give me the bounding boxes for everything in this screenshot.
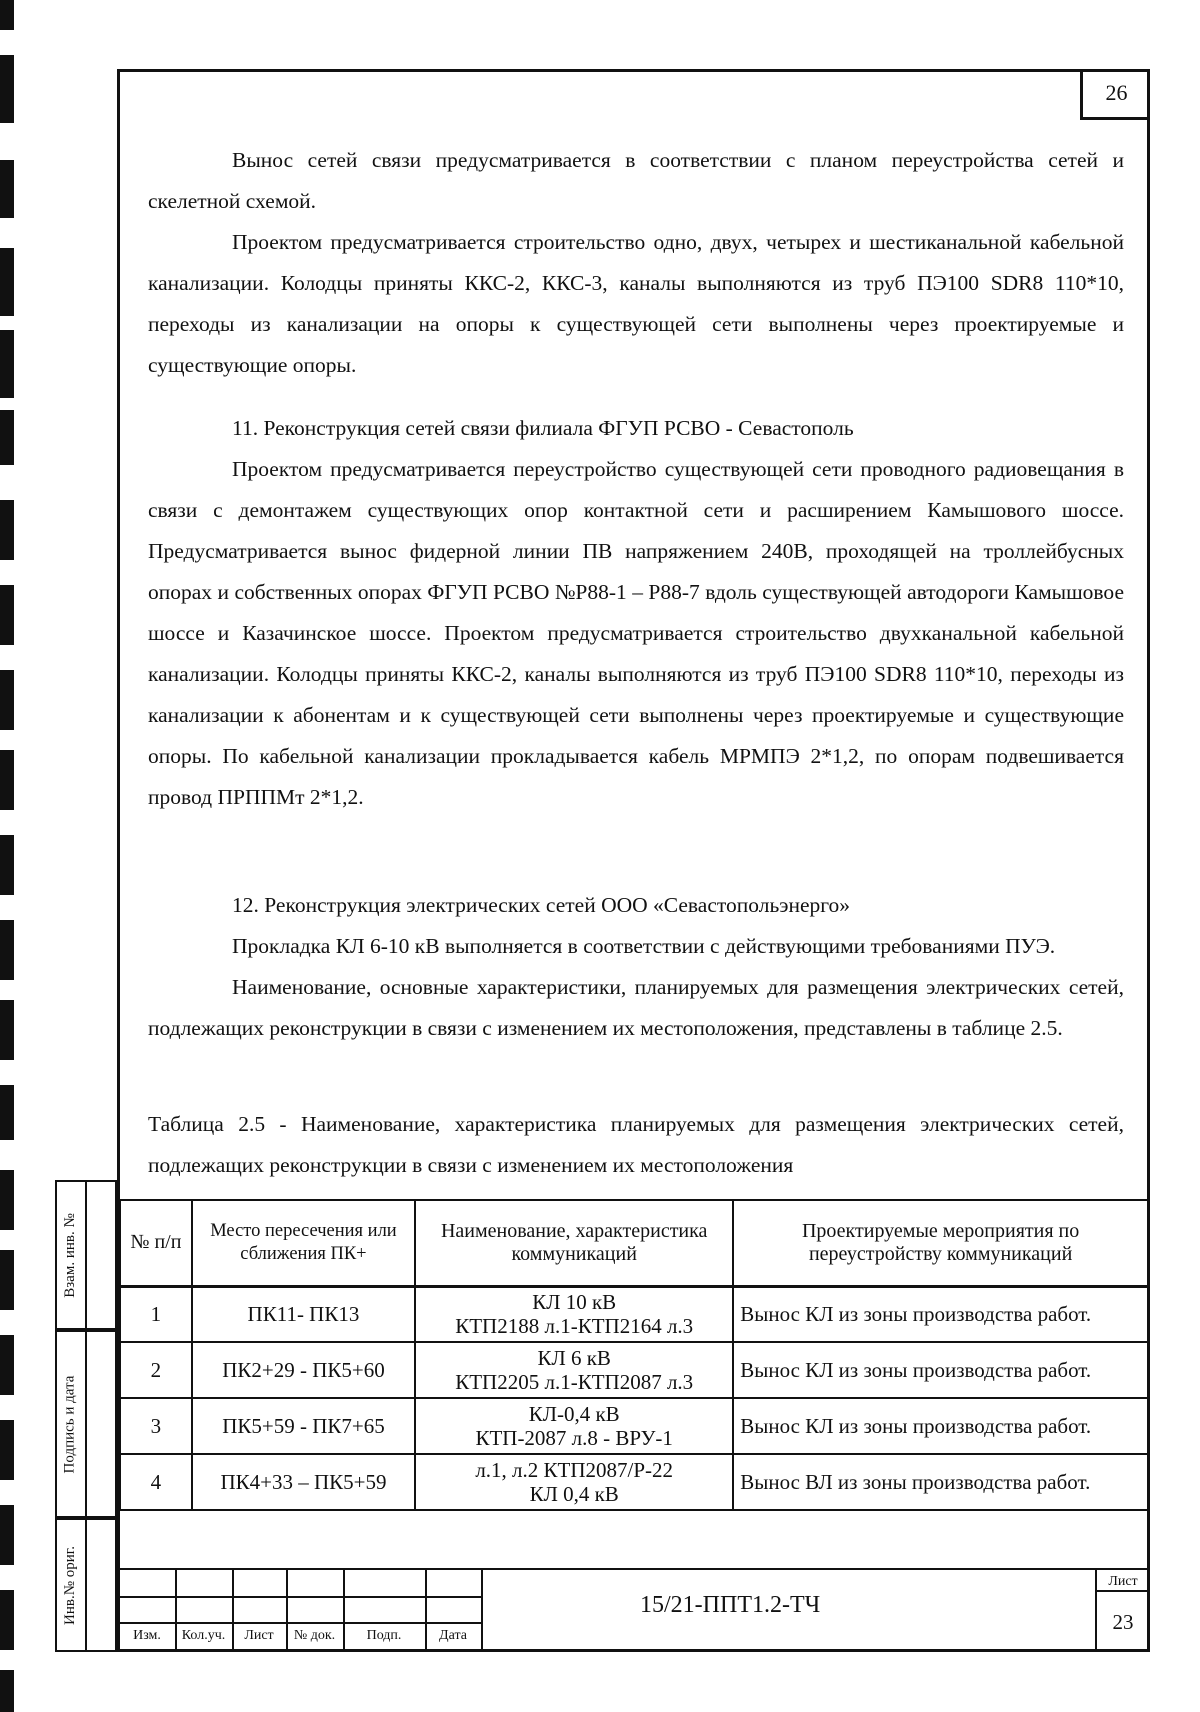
header-num: № п/п [120, 1200, 192, 1286]
paragraph: Прокладка КЛ 6-10 кВ выполняется в соответствии с действующими требованиями ПУЭ. [232, 934, 1056, 958]
section-heading-11: 11. Реконструкция сетей связи филиала ФГУП РСВО - Севастополь [232, 416, 854, 440]
paragraph: Проектом предусматривается строительство одно, двух, четырех и шестиканальной кабельной канализации. Колодцы приняты ККС-2, ККС-3, каналы выполняются из труб ПЭ100 SDR8 110*10, переходы из канализации на опоры к существующей сети выполнены через проектируемые и существующие опоры. [148, 230, 1124, 377]
cell-name-line1: л.1, л.2 КТП2087/Р-22 [475, 1458, 674, 1482]
cell-name-line1: КЛ 10 кВ [532, 1290, 617, 1315]
cell-place: ПК4+33 – ПК5+59 [192, 1454, 415, 1510]
side-label-vzam-text: Взам. инв. № [61, 1212, 78, 1298]
table-2-5 [119, 1199, 1149, 1511]
side-label-inv-text: Инв.№ ориг. [61, 1545, 78, 1625]
cell-num: 4 [120, 1454, 192, 1510]
cell-action: Вынос ВЛ из зоны производства работ. [733, 1454, 1148, 1510]
cell-place: ПК2+29 - ПК5+60 [192, 1342, 415, 1398]
stamp-ndok: № док. [293, 1628, 336, 1643]
table-caption: Таблица 2.5 - Наименование, характеристика планируемых для размещения электрических сетей, подлежащих реконструкции в связи с изменением их местоположения [148, 1112, 1124, 1177]
paragraph: Проектом предусматривается переустройство существующей сети проводного радиовещания в связи с демонтажем существующих опор контактной сети и расширением Камышового шоссе. Предусматривается вынос фидерной линии ПВ напряжением 240В, проходящей на троллейбусных опорах и собственных опорах ФГУП РСВО №Р88-1 – Р88-7 вдоль существующей автодороги Камышовое шоссе и Казачинское шоссе. Проектом предусматривается строительство двухканальной кабельной канализации. Колодцы приняты ККС-2, каналы выполняются из труб ПЭ100 SDR8 110*10, переходы из канализации к абонентам и к существующей сети выполнены через проектируемые и существующие опоры. По кабельной канализации прокладывается кабель МРМПЭ 2*1,2, по опорам подвешивается провод ПРППМт 2*1,2. [148, 457, 1124, 809]
cell-name [415, 1342, 733, 1398]
cell-place: ПК11- ПК13 [192, 1286, 415, 1342]
side-label-inv [55, 1518, 85, 1652]
text-block-3 [148, 885, 1124, 1049]
stamp-line [119, 1568, 1149, 1570]
paragraph: Вынос сетей связи предусматривается в соответствии с планом переустройства сетей и скелетной схемой. [148, 148, 1124, 213]
text-block-1 [148, 140, 1124, 386]
stamp-data: Дата [439, 1628, 467, 1643]
cell-name [415, 1398, 733, 1454]
text-block-2 [148, 408, 1124, 818]
header-action: Проектируемые мероприятия по переустройству коммуникаций [733, 1200, 1148, 1286]
table-caption-block [148, 1104, 1124, 1186]
cell-name-line1: КЛ 6 кВ [537, 1346, 611, 1370]
stamp-line [1095, 1590, 1150, 1592]
cell-place: ПК5+59 - ПК7+65 [192, 1398, 415, 1454]
paragraph: Наименование, основные характеристики, планируемых для размещения электрических сетей, подлежащих реконструкции в связи с изменением их местоположения, представлены в таблице 2.5. [148, 975, 1124, 1040]
section-heading-12: 12. Реконструкция электрических сетей ООО «Севастопольэнерго» [232, 893, 851, 917]
page-number: 26 [1080, 69, 1150, 120]
table-row [120, 1342, 1148, 1398]
stamp-podp: Подп. [366, 1628, 402, 1643]
table-row [120, 1398, 1148, 1454]
sheet-label: Лист [1108, 1574, 1138, 1589]
stamp-list: Лист [244, 1628, 274, 1643]
cell-name [415, 1286, 733, 1342]
cell-action: Вынос КЛ из зоны производства работ. [733, 1398, 1148, 1454]
stamp-line [481, 1568, 483, 1652]
cell-name-line1: КЛ-0,4 кВ [528, 1402, 620, 1426]
sheet-number: 23 [1112, 1610, 1134, 1634]
cell-action: Вынос КЛ из зоны производства работ. [733, 1342, 1148, 1398]
stamp-line [1095, 1568, 1097, 1652]
cell-name-line2: КТП2205 л.1-КТП2087 л.3 [455, 1370, 694, 1394]
side-label-podpis [55, 1330, 85, 1518]
side-divider [85, 1180, 87, 1652]
table-header-row [120, 1200, 1148, 1286]
cell-num: 2 [120, 1342, 192, 1398]
cell-num: 1 [120, 1286, 192, 1342]
cell-num: 3 [120, 1398, 192, 1454]
stamp-izm: Изм. [133, 1628, 161, 1643]
stamp-kol: Кол.уч. [181, 1628, 226, 1643]
table-row [120, 1454, 1148, 1510]
cell-name-line2: КТП2188 л.1-КТП2164 л.3 [455, 1314, 694, 1339]
header-place: Место пересечения или сближения ПК+ [192, 1200, 415, 1286]
table-row [120, 1286, 1148, 1342]
side-label-vzam [55, 1180, 85, 1330]
cell-name-line2: КЛ 0,4 кВ [529, 1482, 619, 1506]
side-label-podpis-text: Подпись и дата [61, 1375, 78, 1473]
cell-name-line2: КТП-2087 л.8 - ВРУ-1 [475, 1426, 673, 1450]
document-code: 15/21-ППТ1.2-ТЧ [640, 1592, 821, 1618]
cell-name [415, 1454, 733, 1510]
cell-action: Вынос КЛ из зоны производства работ. [733, 1286, 1148, 1342]
header-name: Наименование, характеристика коммуникаций [415, 1200, 733, 1286]
